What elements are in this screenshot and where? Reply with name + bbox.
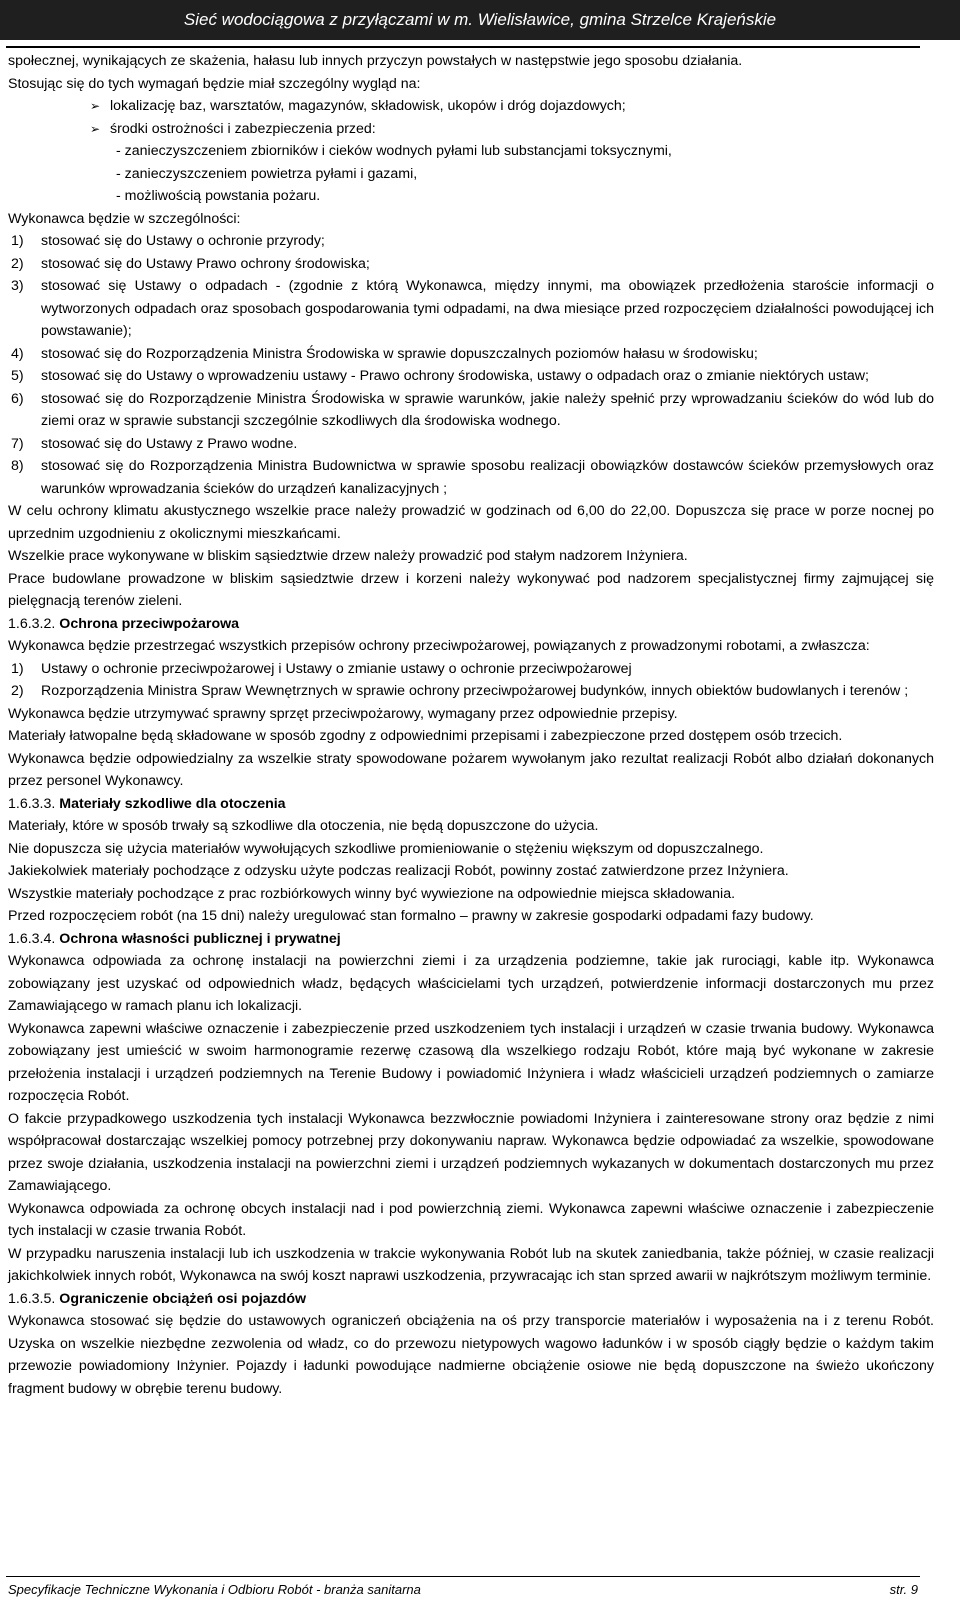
item-text: stosować się do Rozporządzenie Ministra Środowiska w sprawie warunków, jakie należy spełnić przy wprowadzaniu ścieków do wód lub do ziemi oraz w sprawie substancji szczególnie szkodliwych dla środowiska wodnego. [41, 390, 934, 429]
numbered-item [8, 455, 934, 500]
section-heading [8, 793, 934, 816]
section-title: Ograniczenie obciążeń osi pojazdów [59, 1290, 307, 1307]
section-heading [8, 613, 934, 636]
page-number: str. 9 [889, 1582, 918, 1597]
section-number: 1.6.3.4. [8, 930, 56, 947]
paragraph: Wszelkie prace wykonywane w bliskim sąsiedztwie drzew należy prowadzić pod stałym nadzorem Inżyniera. [8, 548, 688, 564]
section-number: 1.6.3.5. [8, 1290, 56, 1307]
sub-item: - możliwością powstania pożaru. [116, 188, 321, 204]
arrow-bullet-icon: ➢ [90, 99, 101, 113]
header-divider [6, 46, 920, 48]
paragraph: Wykonawca będzie przestrzegać wszystkich przepisów ochrony przeciwpożarowej, powiązanych z prowadzonymi robotami, a zwłaszcza: [8, 638, 870, 654]
item-text: stosować się do Ustawy o wprowadzeniu ustawy - Prawo ochrony środowiska, ustawy o odpadach oraz o zmianie niektórych ustaw; [41, 368, 869, 384]
paragraph: W celu ochrony klimatu akustycznego wszelkie prace należy prowadzić w godzinach od 6,00 do 22,00. Dopuszcza się prace w porze nocnej po uprzednim uzgodnieniu z okolicznymi mieszkańcami. [8, 503, 934, 542]
numbered-item [8, 230, 934, 253]
item-number: 4) [11, 345, 24, 362]
numbered-item [8, 680, 934, 703]
section-title: Ochrona przeciwpożarowa [59, 615, 240, 632]
item-number: 7) [11, 435, 24, 452]
bullet-text: środki ostrożności i zabezpieczenia przed: [110, 120, 376, 137]
item-text: stosować się Ustawy o odpadach - (zgodnie z którą Wykonawca, między innymi, ma obowiązek przedłożenia staroście informacji o wytworzonych odpadach oraz sposobach gospodarowania tymi odpadami, na dwa miesiące przed rozpoczęciem działalności powodującej ich powstawanie); [41, 278, 934, 339]
paragraph: Wykonawca będzie odpowiedzialny za wszelkie straty spowodowane pożarem wywołanym jako rezultat realizacji Robót albo działań dokonanych przez personel Wykonawcy. [8, 750, 934, 789]
paragraph: Prace budowlane prowadzone w bliskim sąsiedztwie drzew i korzeni należy wykonywać pod nadzorem specjalistycznej firmy zajmującej się pielęgnacją terenów zieleni. [8, 570, 934, 609]
numbered-item [8, 433, 934, 456]
section-heading [8, 1288, 934, 1311]
bullet-item [8, 95, 934, 118]
document-body [8, 50, 934, 1400]
item-number: 5) [11, 368, 24, 384]
paragraph: Materiały, które w sposób trwały są szkodliwe dla otoczenia, nie będą dopuszczone do użycia. [8, 818, 599, 834]
numbered-item [8, 365, 934, 388]
paragraph: W przypadku naruszenia instalacji lub ich uszkodzenia w trakcie wykonywania Robót lub na skutek zaniedbania, także później, w czasie realizacji jakichkolwiek innych robót, Wykonawca na swój koszt naprawi uszkodzenia, przywracając ich stan sprzed awarii w najkrótszym możliwym terminie. [8, 1245, 934, 1284]
numbered-item [8, 253, 934, 276]
page-header [0, 0, 960, 40]
item-number: 1) [11, 233, 24, 249]
item-text: stosować się do Rozporządzenia Ministra Budownictwa w sprawie sposobu realizacji obowiązków dostawców ścieków przemysłowych oraz warunków wprowadzania ścieków do urządzeń kanalizacyjnych ; [41, 458, 934, 497]
item-text: stosować się do Ustawy Prawo ochrony środowiska; [41, 255, 370, 272]
item-text: Ustawy o ochronie przeciwpożarowej i Ustawy o zmianie ustawy o ochronie przeciwpożarowej [41, 660, 632, 677]
item-number: 6) [11, 390, 24, 407]
numbered-item [8, 388, 934, 433]
item-number: 2) [11, 683, 24, 699]
paragraph: Wykonawca będzie utrzymywać sprawny sprzęt przeciwpożarowy, wymagany przez odpowiednie przepisy. [8, 705, 678, 722]
section-number: 1.6.3.3. [8, 795, 56, 812]
item-text: Rozporządzenia Ministra Spraw Wewnętrznych w sprawie ochrony przeciwpożarowej budynków, innych obiektów budowlanych i terenów ; [41, 683, 909, 699]
paragraph: Stosując się do tych wymagań będzie miał szczególny wygląd na: [8, 75, 421, 92]
item-text: stosować się do Ustawy o ochronie przyrody; [41, 233, 325, 249]
section-number: 1.6.3.2. [8, 615, 56, 632]
paragraph: Przed rozpoczęciem robót (na 15 dni) należy uregulować stan formalno – prawny w zakresie gospodarki odpadami fazy budowy. [8, 908, 814, 924]
bullet-item [8, 118, 934, 141]
paragraph: Wykonawca stosować się będzie do ustawowych ograniczeń obciążenia na oś przy transporcie materiałów i wyposażenia na i z terenu Robót. Uzyska on wszelkie niezbędne zezwolenia od władz, co do przewozu nietypowych wagowo ładunków i w sposób ciągły będzie o każdym takim przewozie powiadomiony Inżynier. Pojazdy i ładunki powodujące nadmierne obciążenie osiowe nie będą dopuszczone na świeżo ukończony fragment budowy w obrębie terenu budowy. [8, 1313, 934, 1397]
numbered-item [8, 275, 934, 343]
paragraph: O fakcie przypadkowego uszkodzenia tych instalacji Wykonawca bezzwłocznie powiadomi Inżyniera i zainteresowane strony oraz będzie z nimi współpracował dostarczając wszelkiej pomocy potrzebnej przy dokonywaniu napraw. Wykonawca będzie odpowiadać za wszelkie, spowodowane przez swoje działania, uszkodzenia instalacji na powierzchni ziemi i urządzeń podziemnych wykazanych w dokumentach dostarczonych mu przez Zamawiającego. [8, 1110, 934, 1194]
section-title: Materiały szkodliwe dla otoczenia [59, 795, 286, 812]
footer-document-title: Specyfikacje Techniczne Wykonania i Odbioru Robót - branża sanitarna [8, 1582, 421, 1597]
numbered-item [8, 343, 934, 366]
header-title: Sieć wodociągowa z przyłączami w m. Wielisławice, gmina Strzelce Krajeńskie [183, 10, 777, 29]
sub-item: - zanieczyszczeniem zbiorników i cieków wodnych pyłami lub substancjami toksycznymi, [116, 143, 672, 159]
numbered-item [8, 658, 934, 681]
section-heading [8, 928, 934, 951]
paragraph: społecznej, wynikających ze skażenia, hałasu lub innych przyczyn powstałych w następstwie jego sposobu działania. [8, 53, 743, 69]
sub-item: - zanieczyszczeniem powietrza pyłami i gazami, [116, 165, 418, 182]
footer-divider [6, 1576, 920, 1577]
item-number: 3) [11, 278, 24, 294]
paragraph: Wszystkie materiały pochodzące z prac rozbiórkowych winny być wywiezione na odpowiednie miejsca składowania. [8, 885, 736, 902]
paragraph: Materiały łatwopalne będą składowane w sposób zgodny z odpowiednimi przepisami i zabezpieczone przed dostępem osób trzecich. [8, 728, 843, 744]
paragraph: Wykonawca będzie w szczególności: [8, 210, 241, 227]
paragraph: Wykonawca odpowiada za ochronę obcych instalacji nad i pod powierzchnią ziemi. Wykonawca zapewni właściwe oznaczenie i zabezpieczenie tych instalacji w czasie trwania Robót. [8, 1200, 934, 1239]
section-title: Ochrona własności publicznej i prywatnej [59, 930, 341, 947]
item-number: 1) [11, 660, 24, 677]
item-number: 8) [11, 458, 24, 474]
bullet-text: lokalizację baz, warsztatów, magazynów, składowisk, ukopów i dróg dojazdowych; [110, 98, 626, 114]
paragraph: Jakiekolwiek materiały pochodzące z odzysku użyte podczas realizacji Robót, powinny zostać zatwierdzone przez Inżyniera. [8, 863, 789, 879]
paragraph: Nie dopuszcza się użycia materiałów wywołujących szkodliwe promieniowanie o stężeniu większym od dopuszczalnego. [8, 840, 764, 857]
item-text: stosować się do Rozporządzenia Ministra Środowiska w sprawie dopuszczalnych poziomów hałasu w środowisku; [41, 345, 758, 362]
item-text: stosować się do Ustawy z Prawo wodne. [41, 435, 298, 452]
item-number: 2) [11, 255, 24, 272]
arrow-bullet-icon: ➢ [90, 121, 101, 136]
paragraph: Wykonawca zapewni właściwe oznaczenie i zabezpieczenie przed uszkodzeniem tych instalacji i urządzeń w czasie trwania budowy. Wykonawca zobowiązany jest umieścić w swoim harmonogramie rezerwę czasową dla wszelkiego rodzaju Robót, które mają być wykonane w zakresie przełożenia instalacji i urządzeń podziemnych na Terenie Budowy i powiadomić Inżyniera i władz właścicieli urządzeń podziemnych o zamiarze rozpoczęcia Robót. [8, 1020, 934, 1104]
paragraph: Wykonawca odpowiada za ochronę instalacji na powierzchni ziemi i za urządzenia podziemne, takie jak rurociągi, kable itp. Wykonawca zobowiązany jest uzyskać od odpowiednich władz, będących właścicielami tych urządzeń, potwierdzenie informacji dostarczonych mu przez Zamawiającego w ramach planu ich lokalizacji. [8, 953, 934, 1014]
